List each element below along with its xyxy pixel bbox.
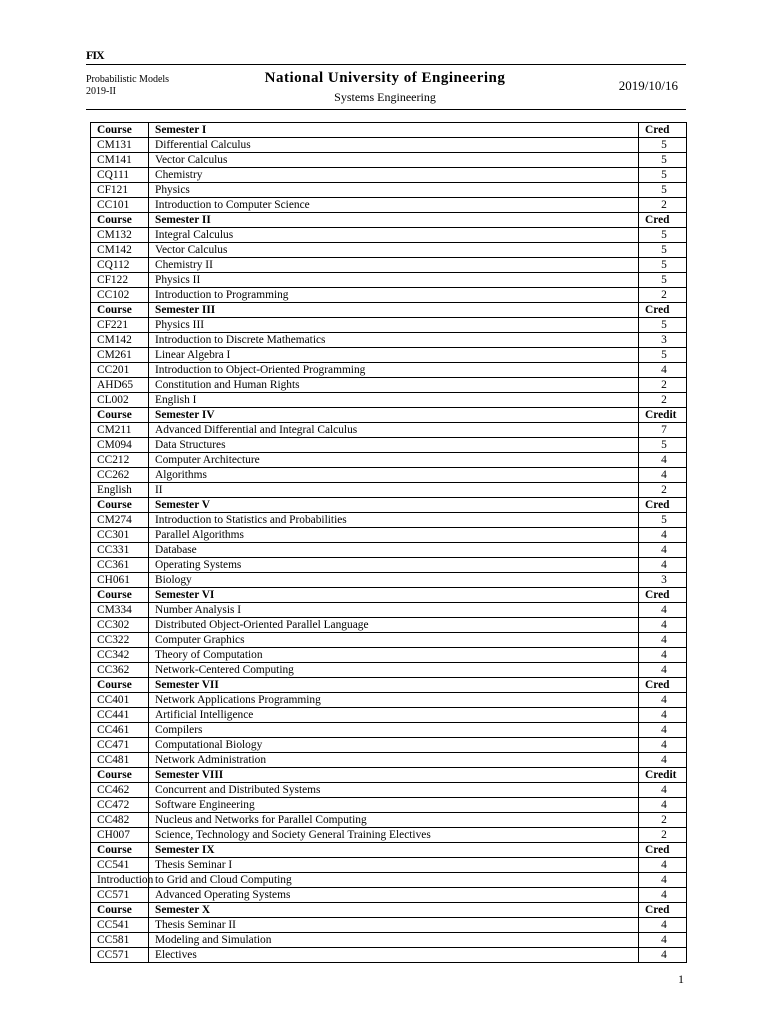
credit-column-header: Cred — [639, 843, 687, 858]
course-credits: 3 — [639, 573, 687, 588]
course-name: Software Engineering — [149, 798, 639, 813]
course-row — [91, 378, 687, 393]
header-rule-bottom — [86, 109, 686, 110]
course-code: CC362 — [91, 663, 149, 678]
course-name: Network Applications Programming — [149, 693, 639, 708]
course-name: Chemistry — [149, 168, 639, 183]
course-column-header: Course — [91, 498, 149, 513]
course-credits: 4 — [639, 723, 687, 738]
course-row — [91, 948, 687, 963]
course-credits: 7 — [639, 423, 687, 438]
course-credits: 2 — [639, 813, 687, 828]
course-code: CC462 — [91, 783, 149, 798]
course-credits: 5 — [639, 183, 687, 198]
course-column-header: Course — [91, 588, 149, 603]
course-credits: 2 — [639, 828, 687, 843]
course-name: Introduction to Computer Science — [149, 198, 639, 213]
course-row — [91, 483, 687, 498]
course-code: CH061 — [91, 573, 149, 588]
course-name: Thesis Seminar I — [149, 858, 639, 873]
course-name: Data Structures — [149, 438, 639, 453]
course-row — [91, 348, 687, 363]
course-credits: 4 — [639, 633, 687, 648]
course-credits: 5 — [639, 273, 687, 288]
course-code: CC342 — [91, 648, 149, 663]
course-credits: 4 — [639, 558, 687, 573]
course-credits: 4 — [639, 528, 687, 543]
semester-title: Semester VIII — [149, 768, 639, 783]
course-code: CC482 — [91, 813, 149, 828]
course-row — [91, 633, 687, 648]
course-code: CM131 — [91, 138, 149, 153]
course-code: CC481 — [91, 753, 149, 768]
semester-header-row — [91, 678, 687, 693]
course-credits: 4 — [639, 468, 687, 483]
credit-column-header: Credit — [639, 768, 687, 783]
course-credits: 5 — [639, 228, 687, 243]
course-code: CC401 — [91, 693, 149, 708]
course-row — [91, 663, 687, 678]
course-name: Compilers — [149, 723, 639, 738]
course-code: CC541 — [91, 858, 149, 873]
semester-title: Semester VI — [149, 588, 639, 603]
course-title: Probabilistic Models — [86, 74, 170, 85]
curriculum-table-body — [91, 123, 687, 963]
course-column-header: Course — [91, 303, 149, 318]
course-code: CC571 — [91, 888, 149, 903]
course-code: CM132 — [91, 228, 149, 243]
course-credits: 4 — [639, 693, 687, 708]
course-code: English — [91, 483, 149, 498]
semester-title: Semester IV — [149, 408, 639, 423]
course-credits: 4 — [639, 738, 687, 753]
course-row — [91, 183, 687, 198]
course-code: CC302 — [91, 618, 149, 633]
course-name: Parallel Algorithms — [149, 528, 639, 543]
course-credits: 4 — [639, 798, 687, 813]
course-code: CC461 — [91, 723, 149, 738]
course-row — [91, 543, 687, 558]
course-code: CC262 — [91, 468, 149, 483]
credit-column-header: Cred — [639, 303, 687, 318]
course-code: CM211 — [91, 423, 149, 438]
course-credits: 5 — [639, 258, 687, 273]
course-code: CC101 — [91, 198, 149, 213]
course-code: CF221 — [91, 318, 149, 333]
course-name: Concurrent and Distributed Systems — [149, 783, 639, 798]
course-row — [91, 528, 687, 543]
course-row — [91, 423, 687, 438]
course-credits: 3 — [639, 333, 687, 348]
course-name: Biology — [149, 573, 639, 588]
course-row — [91, 228, 687, 243]
course-name: English I — [149, 393, 639, 408]
course-row — [91, 918, 687, 933]
course-name: Physics II — [149, 273, 639, 288]
course-row — [91, 513, 687, 528]
course-row — [91, 873, 687, 888]
course-row — [91, 288, 687, 303]
course-credits: 2 — [639, 378, 687, 393]
course-name: Database — [149, 543, 639, 558]
course-credits: 4 — [639, 948, 687, 963]
course-row — [91, 723, 687, 738]
credit-column-header: Credit — [639, 408, 687, 423]
course-code: CF122 — [91, 273, 149, 288]
course-code: CQ111 — [91, 168, 149, 183]
university-name: National University of Engineering — [264, 70, 506, 86]
course-credits: 2 — [639, 198, 687, 213]
semester-header-row — [91, 123, 687, 138]
course-row — [91, 888, 687, 903]
credit-column-header: Cred — [639, 678, 687, 693]
course-name: Artificial Intelligence — [149, 708, 639, 723]
course-row — [91, 813, 687, 828]
course-row — [91, 168, 687, 183]
course-code: CM261 — [91, 348, 149, 363]
semester-title: Semester V — [149, 498, 639, 513]
course-code: CC331 — [91, 543, 149, 558]
course-credits: 4 — [639, 708, 687, 723]
course-name: Vector Calculus — [149, 243, 639, 258]
course-row — [91, 603, 687, 618]
course-column-header: Course — [91, 903, 149, 918]
course-credits: 5 — [639, 318, 687, 333]
course-code: CF121 — [91, 183, 149, 198]
credit-column-header: Cred — [639, 588, 687, 603]
course-credits: 5 — [639, 438, 687, 453]
course-column-header: Course — [91, 213, 149, 228]
course-name: Physics III — [149, 318, 639, 333]
course-name: Thesis Seminar II — [149, 918, 639, 933]
course-column-header: Course — [91, 843, 149, 858]
semester-title: Semester II — [149, 213, 639, 228]
semester-header-row — [91, 303, 687, 318]
course-credits: 4 — [639, 783, 687, 798]
course-row — [91, 243, 687, 258]
course-credits: 4 — [639, 933, 687, 948]
course-column-header: Course — [91, 768, 149, 783]
course-name: Science, Technology and Society General Training Electives — [149, 828, 639, 843]
course-code: CC581 — [91, 933, 149, 948]
course-row — [91, 468, 687, 483]
course-row — [91, 858, 687, 873]
course-row — [91, 828, 687, 843]
course-row — [91, 798, 687, 813]
course-column-header: Course — [91, 408, 149, 423]
course-row — [91, 753, 687, 768]
course-code: CM334 — [91, 603, 149, 618]
course-name: Chemistry II — [149, 258, 639, 273]
course-name: Electives — [149, 948, 639, 963]
semester-header-row — [91, 768, 687, 783]
course-code: CM094 — [91, 438, 149, 453]
course-row — [91, 453, 687, 468]
page-number: 1 — [678, 972, 684, 986]
logo: FIX — [86, 48, 104, 62]
semester-header-row — [91, 498, 687, 513]
course-credits: 4 — [639, 603, 687, 618]
course-name: Nucleus and Networks for Parallel Computing — [149, 813, 639, 828]
course-row — [91, 138, 687, 153]
course-name: Theory of Computation — [149, 648, 639, 663]
course-name: Advanced Operating Systems — [149, 888, 639, 903]
course-row — [91, 573, 687, 588]
course-column-header: Course — [91, 678, 149, 693]
course-credits: 4 — [639, 753, 687, 768]
semester-title: Semester I — [149, 123, 639, 138]
course-code: CC212 — [91, 453, 149, 468]
course-credits: 4 — [639, 363, 687, 378]
course-credits: 5 — [639, 513, 687, 528]
course-credits: 5 — [639, 153, 687, 168]
course-credits: 4 — [639, 453, 687, 468]
course-code: CC571 — [91, 948, 149, 963]
course-code: AHD65 — [91, 378, 149, 393]
course-row — [91, 558, 687, 573]
course-code: CH007 — [91, 828, 149, 843]
course-row — [91, 258, 687, 273]
course-code: CM142 — [91, 333, 149, 348]
semester-header-row — [91, 903, 687, 918]
course-code: Introduction — [91, 873, 149, 888]
credit-column-header: Cred — [639, 903, 687, 918]
course-name: II — [149, 483, 639, 498]
course-code: CC472 — [91, 798, 149, 813]
course-credits: 5 — [639, 348, 687, 363]
course-name: Introduction to Object-Oriented Programming — [149, 363, 639, 378]
course-name: Linear Algebra I — [149, 348, 639, 363]
course-credits: 4 — [639, 858, 687, 873]
document-date: 2019/10/16 — [618, 78, 678, 93]
course-name: Network-Centered Computing — [149, 663, 639, 678]
semester-title: Semester VII — [149, 678, 639, 693]
course-name: Introduction to Statistics and Probabilities — [149, 513, 639, 528]
semester-header-row — [91, 843, 687, 858]
credit-column-header: Cred — [639, 213, 687, 228]
course-row — [91, 198, 687, 213]
course-row — [91, 438, 687, 453]
course-row — [91, 693, 687, 708]
course-column-header: Course — [91, 123, 149, 138]
course-name: Physics — [149, 183, 639, 198]
course-name: Computer Architecture — [149, 453, 639, 468]
course-name: Network Administration — [149, 753, 639, 768]
course-row — [91, 273, 687, 288]
course-row — [91, 783, 687, 798]
course-row — [91, 648, 687, 663]
course-credits: 5 — [639, 243, 687, 258]
course-name: Constitution and Human Rights — [149, 378, 639, 393]
semester-header-row — [91, 408, 687, 423]
course-name: Operating Systems — [149, 558, 639, 573]
course-name: Introduction to Programming — [149, 288, 639, 303]
semester-header-row — [91, 588, 687, 603]
course-name: Number Analysis I — [149, 603, 639, 618]
semester-header-row — [91, 213, 687, 228]
course-name: Modeling and Simulation — [149, 933, 639, 948]
course-code: CC201 — [91, 363, 149, 378]
course-name: Computational Biology — [149, 738, 639, 753]
course-name: Distributed Object-Oriented Parallel Language — [149, 618, 639, 633]
course-code: CC471 — [91, 738, 149, 753]
header-center — [230, 70, 540, 105]
course-row — [91, 153, 687, 168]
course-name: Algorithms — [149, 468, 639, 483]
course-code: CM142 — [91, 243, 149, 258]
course-credits: 5 — [639, 138, 687, 153]
course-row — [91, 333, 687, 348]
semester-title: Semester IX — [149, 843, 639, 858]
course-credits: 4 — [639, 543, 687, 558]
course-row — [91, 933, 687, 948]
course-code: CC102 — [91, 288, 149, 303]
course-credits: 4 — [639, 618, 687, 633]
course-code: CQ112 — [91, 258, 149, 273]
course-credits: 5 — [639, 168, 687, 183]
course-credits: 4 — [639, 873, 687, 888]
course-credits: 2 — [639, 393, 687, 408]
course-row — [91, 618, 687, 633]
course-row — [91, 393, 687, 408]
course-name: Integral Calculus — [149, 228, 639, 243]
header-left — [86, 74, 169, 98]
credit-column-header: Cred — [639, 498, 687, 513]
course-code: CC322 — [91, 633, 149, 648]
course-row — [91, 708, 687, 723]
course-name: Vector Calculus — [149, 153, 639, 168]
course-code: CC441 — [91, 708, 149, 723]
course-code: CM141 — [91, 153, 149, 168]
course-name: Advanced Differential and Integral Calculus — [149, 423, 639, 438]
course-code: CC361 — [91, 558, 149, 573]
semester-title: Semester X — [149, 903, 639, 918]
course-credits: 4 — [639, 648, 687, 663]
curriculum-table — [90, 122, 687, 963]
course-name: Introduction to Discrete Mathematics — [149, 333, 639, 348]
course-credits: 4 — [639, 663, 687, 678]
course-row — [91, 738, 687, 753]
course-code: CC301 — [91, 528, 149, 543]
course-code: CM274 — [91, 513, 149, 528]
term: 2019-II — [86, 86, 116, 97]
course-row — [91, 318, 687, 333]
course-credits: 4 — [639, 918, 687, 933]
credit-column-header: Cred — [639, 123, 687, 138]
course-name: to Grid and Cloud Computing — [149, 873, 639, 888]
course-name: Differential Calculus — [149, 138, 639, 153]
course-credits: 2 — [639, 483, 687, 498]
semester-title: Semester III — [149, 303, 639, 318]
course-code: CL002 — [91, 393, 149, 408]
course-credits: 4 — [639, 888, 687, 903]
course-row — [91, 363, 687, 378]
course-name: Computer Graphics — [149, 633, 639, 648]
course-credits: 2 — [639, 288, 687, 303]
header-rule-top — [86, 64, 686, 65]
department-name: Systems Engineering — [334, 90, 436, 104]
course-code: CC541 — [91, 918, 149, 933]
